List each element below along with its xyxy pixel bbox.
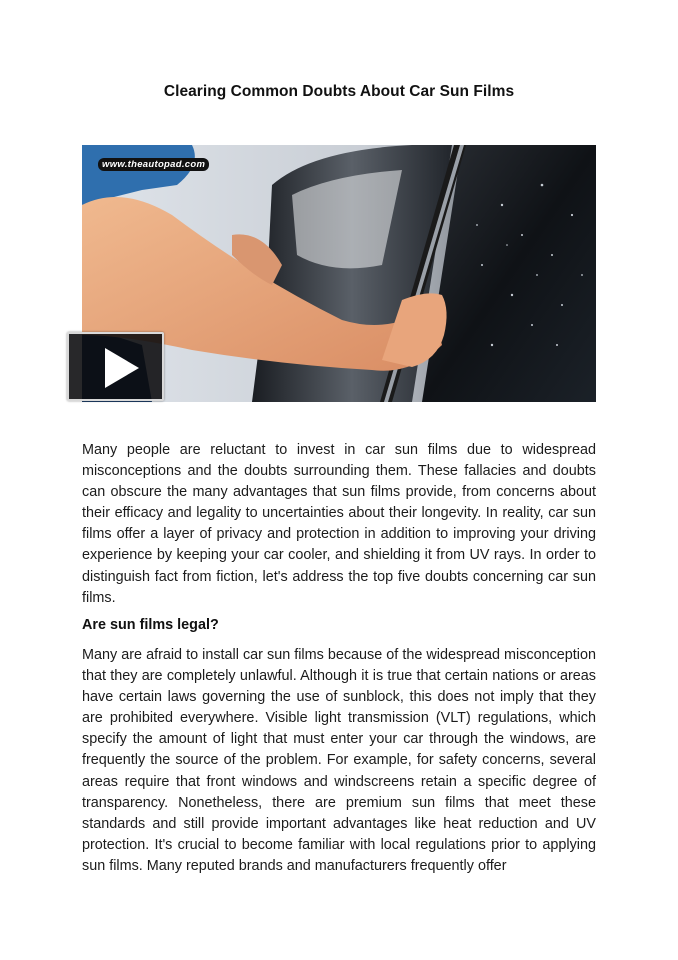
section-text: Many are afraid to install car sun films because of the widespread misconception that they are completely unlawful. Although it is true that certain nations or areas have certain laws governing the use of sunblock, this does not imply that they are prohibited everywhere. Visible light transmission (VLT) regulations, which specify the amount of light that must enter your car through the windows, are frequently the source of the problem. For example, for safety concerns, several areas require that front windows and windscreens retain a specific degree of transparency. Nonetheless, there are premium sun films that meet these standards and still provide important advantages like heat reduction and UV protection. It's crucial to become familiar with local regulations prior to applying sun films. Many reputed brands and manufacturers frequently offer [82, 647, 596, 874]
section-heading: Are sun films legal? [82, 617, 219, 633]
page-title: Clearing Common Doubts About Car Sun Films [163, 83, 515, 100]
intro-paragraph [82, 440, 596, 609]
intro-text: Many people are reluctant to invest in car sun films due to widespread misconceptions and the doubts surrounding them. These fallacies and doubts can obscure the many advantages that sun films provide, from concerns about their efficacy and legality to uncertainties about their longevity. In reality, car sun films offer a layer of privacy and protection in addition to improving your driving experience by keeping your car cooler, and shielding it from UV rays. In order to distinguish fact from fiction, let's address the top five doubts concerning car sun films. [82, 442, 596, 606]
play-button[interactable] [67, 332, 164, 401]
watermark-text: www.theautopad.com [98, 158, 209, 171]
play-icon [105, 348, 139, 388]
section-paragraph [82, 645, 596, 877]
